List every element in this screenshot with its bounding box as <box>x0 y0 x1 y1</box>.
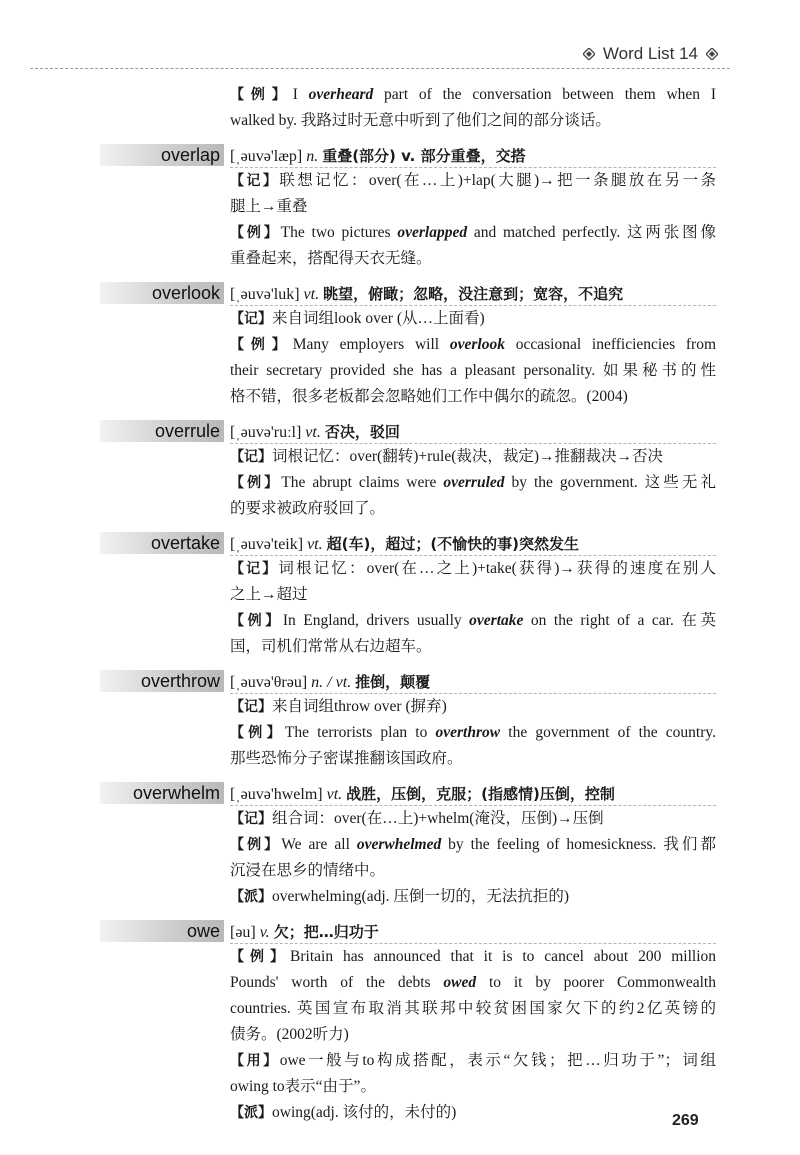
section-tag: 【例】 <box>230 337 293 353</box>
keyword: overthrow <box>435 724 501 741</box>
definition: 重叠(部分) v. 部分重叠，交搭 <box>322 147 526 165</box>
entry-line <box>230 470 716 496</box>
line-text: overwhelming(adj. 压倒一切的，无法抗拒的) <box>272 888 570 905</box>
entry-overwhelm <box>0 780 800 914</box>
line-text: 国，司机们常常从右边超车。 <box>230 638 432 655</box>
section-tag: 【用】 <box>230 1053 280 1069</box>
entry-continued <box>0 82 800 138</box>
section-tag: 【记】 <box>230 173 280 189</box>
line-text: Pounds' worth of the debts <box>230 974 444 991</box>
headword-definition <box>230 421 400 442</box>
headword-bar <box>0 780 800 806</box>
keyword: overheard <box>308 86 374 103</box>
headword: overrule <box>154 421 220 441</box>
entry-line <box>230 1100 716 1126</box>
line-text-tail: part of the conversation between them when I <box>373 86 716 103</box>
phonetic: [ˌəuvə'luk] <box>230 286 300 303</box>
entry-line <box>230 806 716 832</box>
line-text: owing(adj. 该付的，未付的) <box>272 1104 457 1121</box>
headword-definition <box>230 533 579 554</box>
entry-line <box>230 332 716 358</box>
section-tag: 【例】 <box>230 837 282 853</box>
entry-line <box>230 358 716 384</box>
line-text-tail: to it by poorer Commonwealth <box>476 974 716 991</box>
section-tag: 【例】 <box>230 725 285 741</box>
line-text: 组合词：over(在…上)+whelm(淹没，压倒)→压倒 <box>272 810 604 827</box>
headword-definition <box>230 671 430 692</box>
entry-line <box>230 1022 716 1048</box>
keyword: overruled <box>443 474 505 491</box>
line-text-tail: occasional inefficiencies from <box>504 336 717 353</box>
header-divider <box>30 68 730 69</box>
line-text-tail: and matched perfectly. 这两张图像 <box>467 224 716 241</box>
line-text: 词根记忆：over(在…之上)+take(获得)→获得的速度在别人 <box>278 560 716 577</box>
keyword: owed <box>443 974 477 991</box>
part-of-speech: v. <box>259 924 270 941</box>
line-text: 联想记忆：over(在…上)+lap(大腿)→把一条腿放在另一条 <box>279 172 716 189</box>
line-text-tail: on the right of a car. 在英 <box>523 612 716 629</box>
section-tag: 【派】 <box>230 889 272 905</box>
entry-line <box>230 246 716 272</box>
headword-bar <box>0 142 800 168</box>
diamond-icon <box>706 48 718 60</box>
line-text: owe一般与to构成搭配，表示“欠钱；把…归功于”；词组 <box>279 1052 717 1069</box>
entry-line <box>230 832 716 858</box>
headword: overwhelm <box>132 783 220 803</box>
phonetic: [ˌəuvə'ruːl] <box>230 424 302 441</box>
line-text: Britain has announced that it is to cancel about 200 million <box>290 948 716 965</box>
headword-definition <box>230 783 615 804</box>
section-tag: 【例】 <box>230 613 283 629</box>
line-text: 的要求被政府驳回了。 <box>230 500 386 517</box>
entry-line <box>230 496 716 522</box>
line-text-tail: by the government. 这些无礼 <box>504 474 716 491</box>
section-tag: 【记】 <box>230 811 272 827</box>
entry-line <box>230 884 716 910</box>
headword: overlap <box>160 145 220 165</box>
line-text: 格不错，很多老板都会忽略她们工作中偶尔的疏忽。(2004) <box>230 388 628 405</box>
keyword: overwhelmed <box>356 836 442 853</box>
entry-line <box>230 608 716 634</box>
entry-line <box>230 384 716 410</box>
phonetic: [ˌəuvə'θrəu] <box>230 674 308 691</box>
headword: overthrow <box>140 671 220 691</box>
keyword: overlapped <box>397 224 468 241</box>
entry-line <box>230 996 716 1022</box>
headword-bar <box>0 668 800 694</box>
entry-line <box>230 944 716 970</box>
entry-line <box>230 108 716 134</box>
line-text: 来自词组throw over (摒弃) <box>272 698 447 715</box>
headword-bar <box>0 418 800 444</box>
definition: 欠；把…归功于 <box>273 923 379 941</box>
page-header <box>0 0 800 70</box>
word-entries <box>0 82 800 1130</box>
entry-overrule <box>0 418 800 526</box>
diamond-icon <box>583 48 595 60</box>
word-list-heading <box>583 44 718 64</box>
section-tag: 【记】 <box>230 699 272 715</box>
section-tag: 【例】 <box>230 225 281 241</box>
part-of-speech: vt. <box>326 786 343 803</box>
entry-line <box>230 444 716 470</box>
entry-line <box>230 858 716 884</box>
entry-line <box>230 556 716 582</box>
part-of-speech: vt. <box>307 536 323 553</box>
entry-line <box>230 970 716 996</box>
headword: overtake <box>150 533 220 553</box>
section-tag: 【记】 <box>230 449 272 465</box>
section-tag: 【例】 <box>230 87 293 103</box>
section-tag: 【派】 <box>230 1105 272 1121</box>
entry-line <box>230 582 716 608</box>
entry-overlook <box>0 280 800 414</box>
line-text: I <box>292 86 309 103</box>
line-text: walked by. 我路过时无意中听到了他们之间的部分谈话。 <box>230 112 611 129</box>
definition: 推倒，颠覆 <box>355 673 431 691</box>
entry-owe <box>0 918 800 1130</box>
entry-line <box>230 82 716 108</box>
line-text: 那些恐怖分子密谋推翻该国政府。 <box>230 750 463 767</box>
line-text: 之上→超过 <box>230 586 308 603</box>
line-text: 沉浸在思乡的情绪中。 <box>230 862 386 879</box>
definition: 战胜，压倒，克服；(指感情)压倒，控制 <box>346 785 615 803</box>
entry-line <box>230 220 716 246</box>
line-text: 来自词组look over (从…上面看) <box>272 310 485 327</box>
line-text: their secretary provided she has a pleasant personality. 如果秘书的性 <box>230 362 716 379</box>
entry-line <box>230 194 716 220</box>
phonetic: [əu] <box>230 924 256 941</box>
line-text: 腿上→重叠 <box>230 198 308 215</box>
headword-definition <box>230 283 623 304</box>
entry-line <box>230 168 716 194</box>
line-text: 重叠起来，搭配得天衣无缝。 <box>230 250 432 267</box>
line-text: The two pictures <box>280 224 398 241</box>
phonetic: [ˌəuvə'læp] <box>230 148 303 165</box>
line-text: countries. 英国宣布取消其联邦中较贫困国家欠下的约2亿英镑的 <box>230 1000 716 1017</box>
line-text: The abrupt claims were <box>281 474 444 491</box>
headword-definition <box>230 921 379 942</box>
line-text: 词根记忆：over(翻转)+rule(裁决，裁定)→推翻裁决→否决 <box>272 448 664 465</box>
section-tag: 【记】 <box>230 311 272 327</box>
headword-bar <box>0 530 800 556</box>
line-text: owing to表示“由于”。 <box>230 1078 376 1095</box>
headword-bar <box>0 280 800 306</box>
entry-line <box>230 746 716 772</box>
headword-bar <box>0 918 800 944</box>
entry-line <box>230 694 716 720</box>
keyword: overlook <box>449 336 505 353</box>
part-of-speech: n. / vt. <box>311 674 352 691</box>
line-text: In England, drivers usually <box>282 612 470 629</box>
definition: 否决，驳回 <box>324 423 400 441</box>
line-text: 债务。(2002听力) <box>230 1026 349 1043</box>
definition: 超(车)，超过；(不愉快的事)突然发生 <box>326 535 580 553</box>
line-text: Many employers will <box>292 336 450 353</box>
headword-definition <box>230 145 526 166</box>
headword: overlook <box>151 283 220 303</box>
entry-line <box>230 1074 716 1100</box>
part-of-speech: vt. <box>303 286 320 303</box>
phonetic: [ˌəuvə'hwelm] <box>230 786 323 803</box>
keyword: overtake <box>469 612 524 629</box>
line-text: The terrorists plan to <box>284 724 436 741</box>
entry-line <box>230 1048 716 1074</box>
section-tag: 【例】 <box>230 475 282 491</box>
entry-overlap <box>0 142 800 276</box>
line-text-tail: the government of the country. <box>500 724 716 741</box>
word-list-title: Word List 14 <box>602 44 698 63</box>
section-tag: 【记】 <box>230 561 279 577</box>
part-of-speech: n. <box>306 148 319 165</box>
entry-line <box>230 634 716 660</box>
line-text-tail: by the feeling of homesickness. 我们都 <box>441 836 717 853</box>
entry-overthrow <box>0 668 800 776</box>
entry-overtake <box>0 530 800 664</box>
part-of-speech: vt. <box>305 424 321 441</box>
headword: owe <box>186 921 220 941</box>
phonetic: [ˌəuvə'teik] <box>230 536 304 553</box>
page-number: 269 <box>672 1112 699 1129</box>
line-text: We are all <box>281 836 357 853</box>
entry-line <box>230 720 716 746</box>
definition: 眺望，俯瞰；忽略，没注意到；宽容，不追究 <box>323 285 624 303</box>
section-tag: 【例】 <box>230 949 291 965</box>
entry-line <box>230 306 716 332</box>
